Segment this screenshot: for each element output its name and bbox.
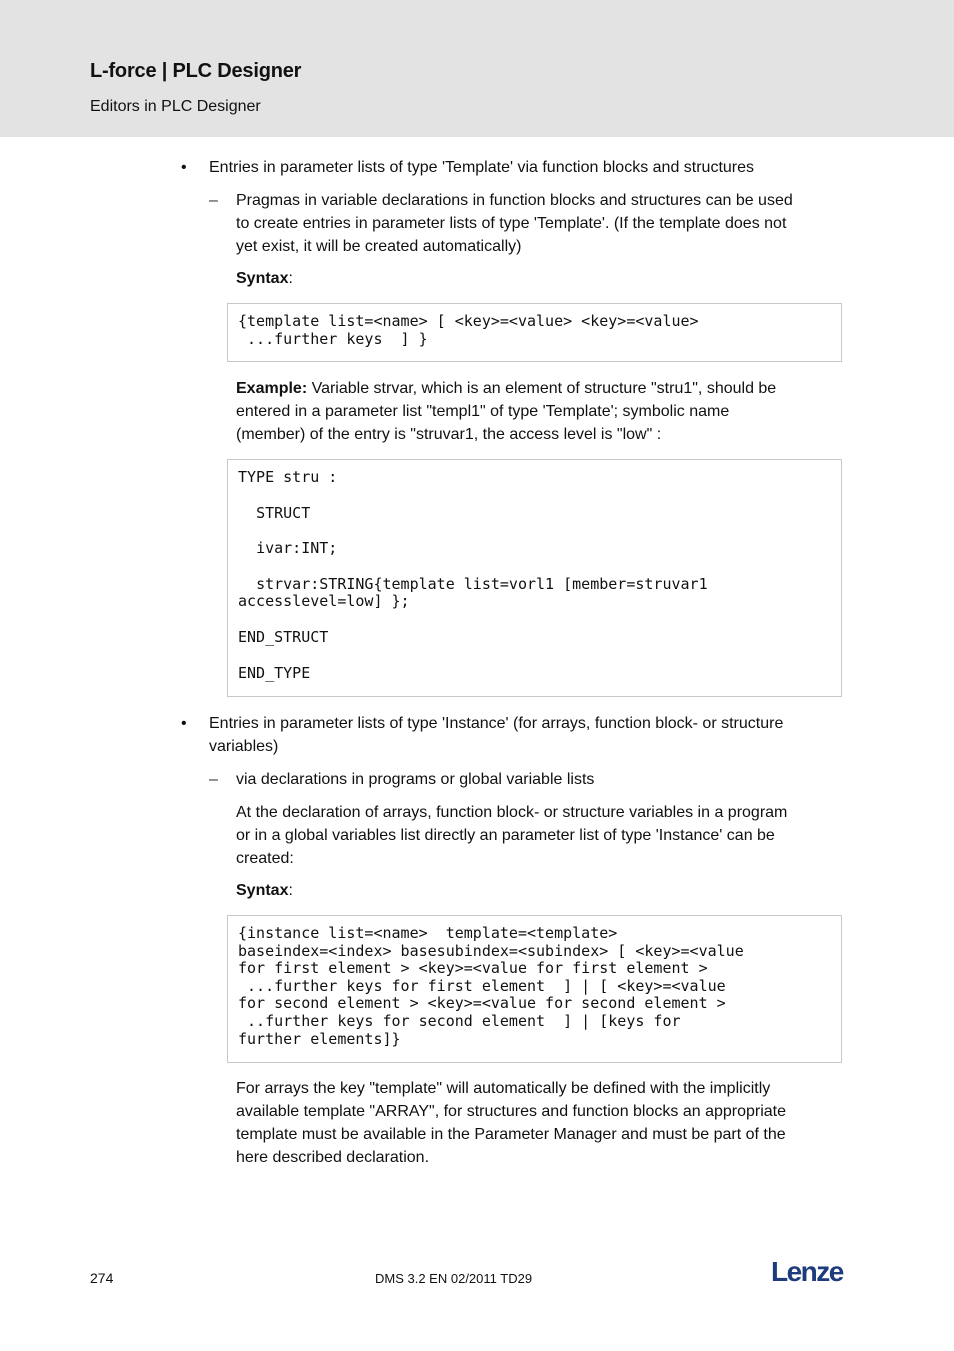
code-line: ..further keys for second element ] | [keys for: [238, 1011, 681, 1030]
pragma-text-line: yet exist, it will be created automatically): [236, 238, 522, 255]
instance-para-line: created:: [236, 850, 294, 867]
bullet-marker: •: [181, 159, 187, 176]
page-number: 274: [90, 1270, 114, 1286]
chapter-title: Editors in PLC Designer: [90, 98, 261, 115]
code-line: accesslevel=low] };: [238, 592, 410, 611]
code-line: END_TYPE: [238, 663, 311, 682]
syntax-label: Syntax: [236, 882, 289, 899]
code-line: ivar:INT;: [238, 539, 338, 558]
code-line: for first element > <key>=<value for first element >: [238, 959, 708, 978]
declarations-text: via declarations in programs or global variable lists: [236, 771, 595, 788]
template-syntax-code: [227, 303, 842, 362]
document-title: L-force | PLC Designer: [90, 60, 302, 82]
instance-para-line: At the declaration of arrays, function block- or structure variables in a program: [236, 804, 788, 821]
code-line: STRUCT: [238, 503, 311, 522]
code-line: for second element > <key>=<value for second element >: [238, 994, 726, 1013]
code-line: TYPE stru :: [238, 468, 338, 486]
lenze-logo: Lenze: [771, 1256, 843, 1287]
closing-para-line: template must be available in the Parameter Manager and must be part of the: [236, 1126, 786, 1143]
pragma-text-line: Pragmas in variable declarations in function blocks and structures can be used: [236, 192, 793, 209]
closing-para-line: here described declaration.: [236, 1149, 430, 1166]
syntax-label: Syntax: [236, 270, 289, 287]
pragma-text-line: to create entries in parameter lists of type 'Template'. (If the template does not: [236, 215, 787, 232]
code-line: strvar:STRING{template list=vorl1 [member=struvar1: [238, 574, 708, 593]
dash-marker: –: [209, 192, 218, 209]
closing-para-line: For arrays the key "template" will automatically be defined with the implicitly: [236, 1080, 771, 1097]
syntax-heading: [236, 879, 293, 902]
code-line: ...further keys ] }: [238, 329, 428, 348]
example-code: [227, 459, 842, 697]
code-line: END_STRUCT: [238, 627, 329, 646]
bullet-instance-entries: variables): [209, 738, 279, 755]
syntax-heading: [236, 267, 293, 290]
instance-syntax-code: [227, 915, 842, 1063]
code-line: baseindex=<index> basesubindex=<subindex> [ <key>=<value: [238, 941, 744, 960]
example-line: entered in a parameter list "templ1" of type 'Template'; symbolic name: [236, 403, 730, 420]
dash-marker: –: [209, 771, 218, 788]
bullet-marker: •: [181, 715, 187, 732]
document-reference: DMS 3.2 EN 02/2011 TD29: [375, 1271, 533, 1286]
bullet-template-entries: Entries in parameter lists of type 'Template' via function blocks and structures: [209, 159, 755, 176]
syntax-colon: :: [288, 882, 293, 899]
code-line: ...further keys for first element ] | [ <key>=<value: [238, 976, 726, 995]
code-line: further elements]}: [238, 1029, 401, 1048]
example-label: Example:: [236, 380, 308, 397]
closing-para-line: available template "ARRAY", for structures and function blocks an appropriate: [236, 1103, 787, 1120]
example-text: Variable strvar, which is an element of structure "stru1", should be: [307, 380, 777, 397]
code-line: {instance list=<name> template=<template>: [238, 924, 618, 942]
code-line: {template list=<name> [ <key>=<value> <key>=<value>: [238, 312, 699, 330]
syntax-colon: :: [288, 270, 293, 287]
instance-para-line: or in a global variables list directly an parameter list of type 'Instance' can be: [236, 827, 775, 844]
example-line: (member) of the entry is "struvar1, the access level is "low" :: [236, 426, 662, 443]
page-header: [0, 0, 954, 137]
bullet-instance-entries: Entries in parameter lists of type 'Instance' (for arrays, function block- or structure: [209, 715, 784, 732]
example-line: [236, 377, 776, 400]
